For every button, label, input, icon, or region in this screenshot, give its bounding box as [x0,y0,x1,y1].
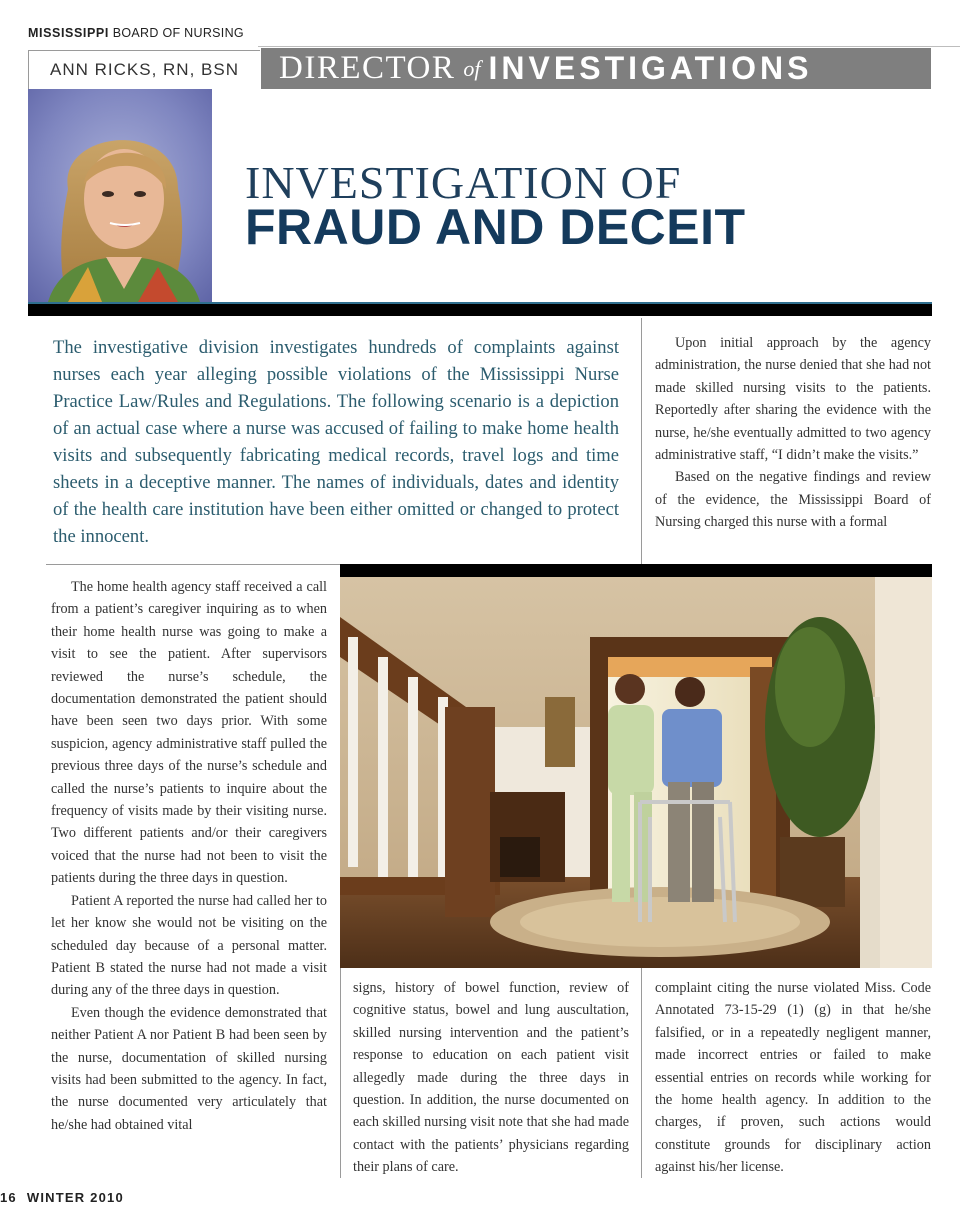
column3-top [655,332,931,534]
masthead [28,26,244,40]
title-rule [28,302,932,316]
page-footer [0,1190,124,1205]
article-title-line2: FRAUD AND DECEIT [245,199,746,255]
department-of: of [463,55,481,81]
column1 [51,576,327,1136]
masthead-bold: MISSISSIPPI [28,26,109,40]
paragraph: Even though the evidence demonstrated that neither Patient A nor Patient B had been seen by the nurse, documentation of skilled nursing visits had been submitted to the agency. In fact, the nurse documented very articulately that he/she had obtained vital [51,1004,327,1133]
article-title-line1: INVESTIGATION OF [245,157,682,208]
department-part1: DIRECTOR [279,50,456,86]
author-portrait-image [28,89,212,302]
paragraph: Upon initial approach by the agency administration, the nurse denied that she had not made skilled nursing visits to the patients. Reportedly after sharing the evidence with the nurse, he/she eventually admitted to two agency administrative staff, “I didn’t make the visits.” [655,335,931,464]
paragraph: signs, history of bowel function, review of cognitive status, bowel and lung auscultation, skilled nursing intervention and the patient’s response to education on each patient visit allegedly made during the three days in question. In addition, the nurse documented on each skilled nursing visit note that she had made contact with the patients’ physicians regarding their plans of care. [353,980,629,1176]
page-number: 16 [0,1190,17,1205]
photo-top-rule [340,564,932,577]
masthead-rest: BOARD OF NURSING [112,26,244,40]
column-divider [340,968,341,1178]
author-byline: ANN RICKS, RN, BSN [28,50,260,88]
masthead-rule [258,46,960,47]
title-rule-accent [28,302,932,304]
column2 [353,977,629,1179]
department-part2: INVESTIGATIONS [488,50,813,86]
department-banner [261,48,931,89]
column3 [655,977,931,1179]
column-divider [641,318,642,564]
paragraph: The home health agency staff received a call from a patient’s caregiver inquiring as to when their home health nurse was going to make a visit to see the patient. After supervisors reviewed the nurse’s schedule, the documentation demonstrated the patient should have been seen two days prior. With some suspicion, agency administrative staff pulled the previous three days of the nurse’s schedule and called the nurse’s patients to inquire about the frequency of visits made by their visiting nurse. Two different patients and/or their caregivers voiced that the nurse had not been to visit the patients during the three days in question. [51,579,327,887]
paragraph: Based on the negative findings and review of the evidence, the Mississippi Board of Nursing charged this nurse with a formal [655,469,931,531]
issue-label: WINTER 2010 [26,1190,124,1205]
column-rule [46,564,340,565]
intro-paragraph: The investigative division investigates hundreds of complaints against nurses each year alleging possible violations of the Mississippi Nurse Practice Law/Rules and Regulations. The following scenario is a depiction of an actual case where a nurse was accused of failing to make home health visits and subsequently fabricating medical records, travel logs and time sheets in a deceptive manner. The names of individuals, dates and identity of the health care institution have been either omitted or changed to protect the innocent. [53,337,619,547]
nurse-helping-patient-with-walker-photo [340,577,932,968]
paragraph: Patient A reported the nurse had called her to let her know she would not be visiting on the scheduled day because of a personal matter. Patient B stated the nurse had not made a visit during any of the three days in question. [51,892,327,999]
column-divider [641,968,642,1178]
paragraph: complaint citing the nurse violated Miss. Code Annotated 73-15-29 (1) (g) in that he/she falsified, or in a repeatedly negligent manner, made incorrect entries or failed to make essential entries on records while working for the home health agency. In addition to the charges, if proven, such actions would constitute grounds for disciplinary action against his/her license. [655,980,931,1176]
